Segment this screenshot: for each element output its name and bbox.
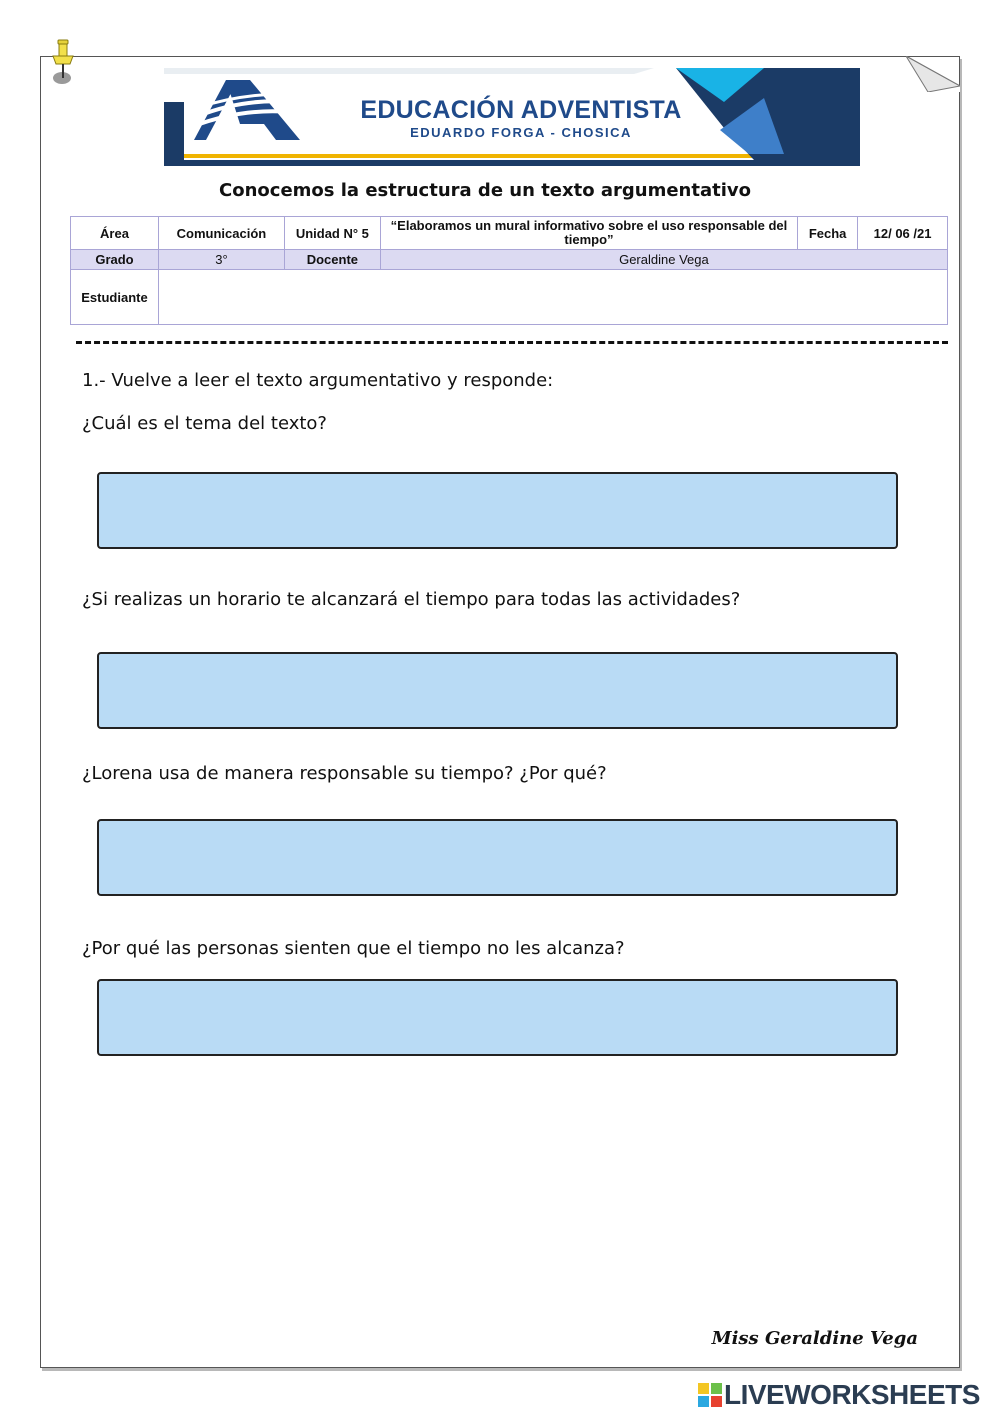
info-row-3 [71,270,948,325]
date-label: Fecha [798,217,858,250]
brand-subtitle: EDUARDO FORGA - CHOSICA [410,125,632,140]
question-3: ¿Lorena usa de manera responsable su tiempo? ¿Por qué? [82,763,607,784]
info-row-1 [71,217,948,250]
liveworksheets-wordmark: LIVEWORKSHEETS [724,1379,980,1410]
worksheet-title: Conocemos la estructura de un texto argumentativo [219,180,751,201]
student-value-field[interactable] [158,270,947,325]
info-row-2 [71,250,948,270]
school-banner [164,68,860,166]
liveworksheets-icon [698,1383,722,1407]
student-label: Estudiante [71,270,159,325]
teacher-signature: Miss Geraldine Vega [711,1328,918,1349]
teacher-label: Docente [284,250,380,270]
page-curl-icon [906,56,960,92]
teacher-value: Geraldine Vega [380,250,947,270]
instruction-text: 1.- Vuelve a leer el texto argumentativo y responde: [82,370,554,391]
grade-value: 3° [158,250,284,270]
area-value: Comunicación [158,217,284,250]
grade-label: Grado [71,250,159,270]
answer-box-3[interactable] [97,819,898,896]
unit-label: Unidad N° 5 [284,217,380,250]
question-2: ¿Si realizas un horario te alcanzará el tiempo para todas las actividades? [82,589,741,610]
answer-box-4[interactable] [97,979,898,1056]
area-label: Área [71,217,159,250]
question-4: ¿Por qué las personas sienten que el tiempo no les alcanza? [82,938,625,959]
dashed-divider [76,341,948,344]
liveworksheets-logo[interactable] [698,1380,994,1410]
brand-name: EDUCACIÓN ADVENTISTA [360,96,682,124]
answer-box-2[interactable] [97,652,898,729]
pushpin-icon [44,38,76,88]
info-table [70,216,948,325]
date-value: 12/ 06 /21 [858,217,948,250]
unit-title: “Elaboramos un mural informativo sobre el uso responsable del tiempo” [380,217,797,250]
answer-box-1[interactable] [97,472,898,549]
question-1: ¿Cuál es el tema del texto? [82,413,327,434]
